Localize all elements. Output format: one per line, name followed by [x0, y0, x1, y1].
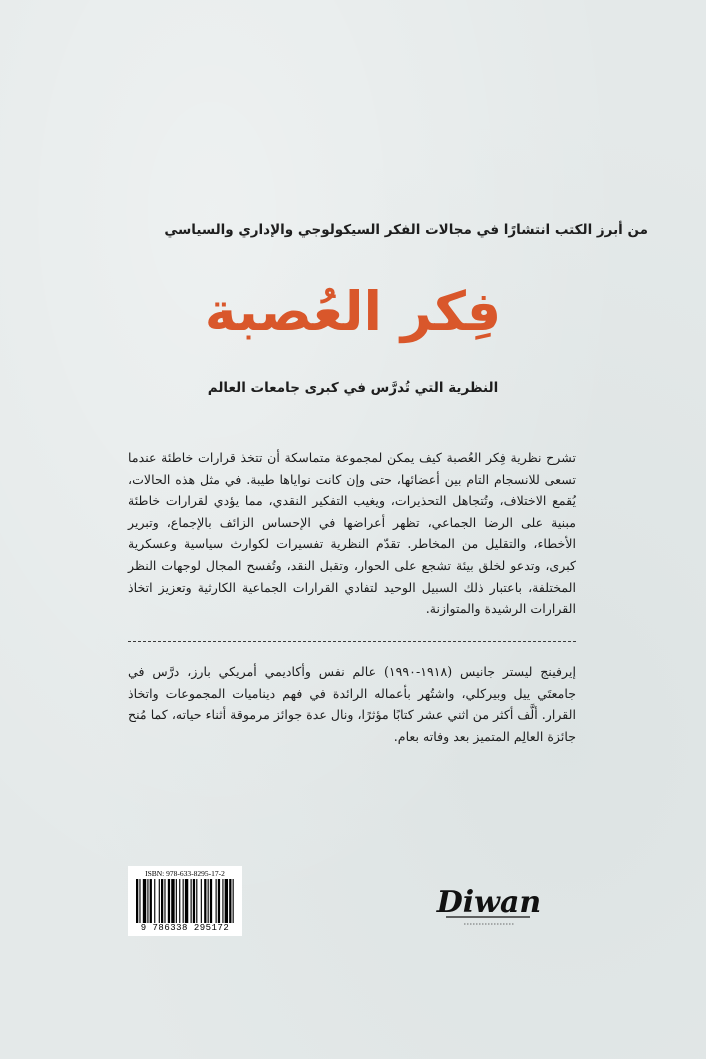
- publisher-logo: [430, 872, 548, 936]
- barcode-digits: 9 786338 295172: [140, 923, 230, 933]
- dashed-divider: [128, 641, 576, 642]
- tagline: من أبرز الكتب انتشارًا في مجالات الفكر السيكولوجي والإداري والسياسي: [164, 222, 648, 238]
- barcode-bars-icon: [136, 879, 236, 923]
- book-subtitle: النظرية التي تُدرَّس في كبرى جامعات العالم: [207, 380, 499, 396]
- barcode: [128, 866, 242, 936]
- book-description: تشرح نظرية فِكر العُصبة كيف يمكن لمجموعة متماسكة أن تتخذ قرارات خاطئة عندما تسعى للانسجام التام بين أعضائها، حتى وإن كانت نواياها طيبة. في مثل هذه الحالات، يُقمع الاختلاف، وتُتجاهل التحذيرات، ويغيب التفكير النقدي، مما يؤدي لقرارات خاطئة مبنية على الرضا الجماعي، تظهر أعراضها في الإحساس الزائف بالإجماع، وتبرير الأخطاء، والتقليل من المخاطر. تقدّم النظرية تفسيرات لكوارث سياسية وعسكرية كبرى، وتدعو لخلق بيئة تشجع على الحوار، وتقبل النقد، وتُفسح المجال لوجهات النظر المختلفة، باعتبار ذلك السبيل الوحيد لتفادي القرارات الجماعية الكارثية وتعزيز اتخاذ القرارات الرشيدة والمتوازنة.: [128, 450, 576, 617]
- book-title: فِكر العُصبة: [204, 280, 502, 343]
- author-bio: إيرفينج ليستر جانيس (١٩١٨-١٩٩٠) عالم نفس وأكاديمي أمريكي بارز، درَّس في جامعتَي ييل وبيركلي، واشتُهر بأعماله الرائدة في فهم ديناميات المجموعات واتخاذ القرار. ألَّف أكثر من اثني عشر كتابًا مؤثرًا، ونال عدة جوائز مرموقة أثناء حياته، كما مُنح جائزة العالِم المتميز بعد وفاته بعام.: [128, 664, 576, 744]
- svg-text:Diwan: Diwan: [436, 885, 542, 920]
- isbn-label: ISBN: 978-633-8295-17-2: [145, 869, 225, 878]
